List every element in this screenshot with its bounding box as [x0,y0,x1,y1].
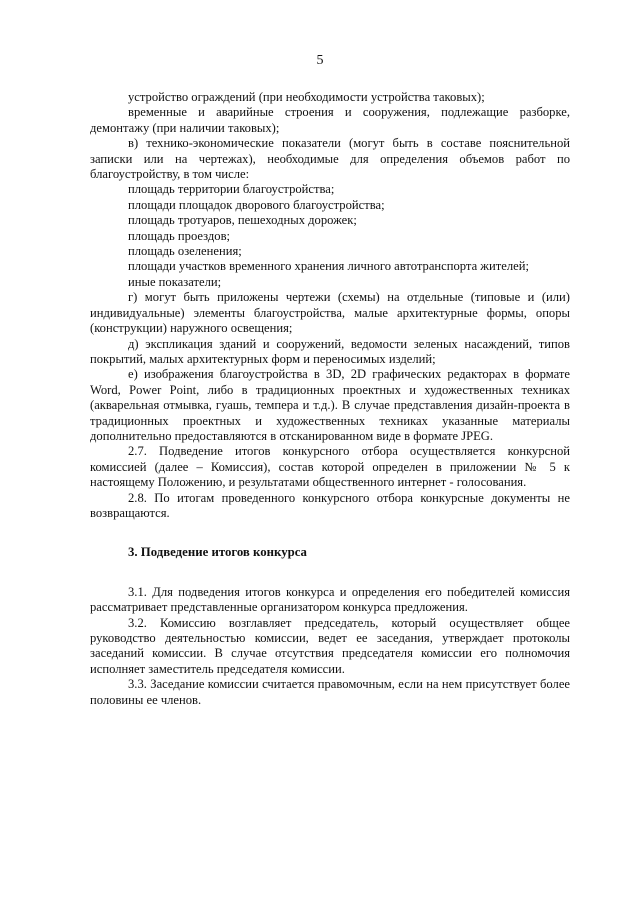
paragraph: в) технико-экономические показатели (могут быть в составе пояснительной записки или на чертежах), необходимые для определения объемов работ по благоустройству, в том числе: [90,136,570,182]
paragraph: площади участков временного хранения личного автотранспорта жителей; [128,259,529,274]
document-body [90,90,570,708]
paragraph: площади площадок дворового благоустройства; [128,197,385,212]
paragraph: 2.8. По итогам проведенного конкурсного отбора конкурсные документы не возвращаются. [90,490,570,520]
paragraph: площадь проездов; [128,228,231,243]
paragraph: временные и аварийные строения и сооружения, подлежащие разборке, демонтажу (при наличии таковых); [90,105,570,135]
paragraph: площадь озеленения; [128,244,242,259]
paragraph: устройство ограждений (при необходимости устройства таковых); [128,90,485,104]
paragraph: г) могут быть приложены чертежи (схемы) на отдельные (типовые и (или) индивидуальные) элементы благоустройства, малые архитектурные формы, опоры (конструкции) наружного освещения; [90,290,570,336]
paragraph: д) экспликация зданий и сооружений, ведомости зеленых насаждений, типов покрытий, малых архитектурных форм и переносимых изделий; [90,336,570,366]
section-title: 3. Подведение итогов конкурса [128,545,307,560]
page-number: 5 [316,53,324,68]
paragraph: площадь территории благоустройства; [128,182,335,197]
paragraph: 2.7. Подведение итогов конкурсного отбора осуществляется конкурсной комиссией (далее – Комиссия), состав которой определен в приложении № 5 к настоящему Положению, и результатами общественного интернет - голосования. [90,444,570,490]
paragraph: 3.1. Для подведения итогов конкурса и определения его победителей комиссия рассматривает представленные организатором конкурса предложения. [90,584,570,615]
paragraph: 3.2. Комиссию возглавляет председатель, который осуществляет общее руководство деятельностью комиссии, ведет ее заседания, утверждает протоколы заседаний комиссии. В случае отсутствия председателя комиссии его полномочия исполняет заместитель председателя комиссии. [90,615,570,676]
paragraph: 3.3. Заседание комиссии считается правомочным, если на нем присутствует более половины ее членов. [90,677,570,707]
paragraph: иные показатели; [128,274,222,289]
paragraph: е) изображения благоустройства в 3D, 2D графических редакторах в формате Word, Power Point, либо в традиционных проектных и художественных техниках (акварельная отмывка, гуашь, темпера и т.д.). В случае представления дизайн-проекта в традиционных проектных и художественных техниках указанные материалы дополнительно предоставляются в отсканированном виде в формате JPEG. [90,367,570,443]
paragraph: площадь тротуаров, пешеходных дорожек; [128,213,357,228]
